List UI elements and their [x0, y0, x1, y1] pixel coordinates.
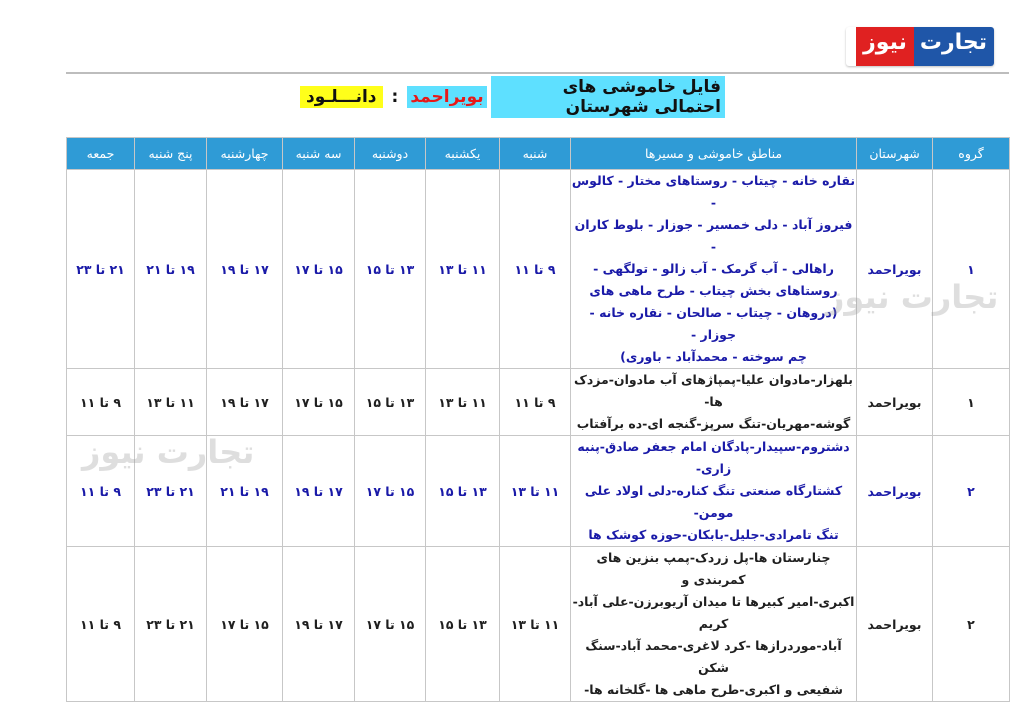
- cell-monday: ۱۳ تا ۱۵: [355, 369, 426, 436]
- area-line: چم سوخته - محمدآباد - باوری): [620, 349, 807, 364]
- cell-group: ۱: [933, 170, 1010, 369]
- table-row: [67, 369, 1010, 436]
- cell-sunday: ۱۳ تا ۱۵: [426, 436, 500, 547]
- watermark-left: تجارت نیوز: [82, 433, 255, 471]
- table-row: [67, 170, 1010, 369]
- area-line: تنگ تامرادی-جلیل-بابکان-حوزه کوشک ها: [588, 527, 839, 542]
- cell-sunday: ۱۳ تا ۱۵: [426, 547, 500, 702]
- page-title: [300, 77, 725, 117]
- title-city: بویراحمد: [407, 86, 486, 108]
- area-line: نقاره خانه - چیتاب - روستاهای مختار - کالوس -: [571, 173, 856, 210]
- logo-part-1: تجارت: [914, 27, 994, 66]
- header-group: گروه: [933, 138, 1010, 170]
- area-line: چنارستان ها-پل زردک-پمپ بنزین های کمربندی و: [596, 550, 831, 587]
- cell-sunday: ۱۱ تا ۱۳: [426, 369, 500, 436]
- header-monday: دوشنبه: [355, 138, 426, 170]
- header-sunday: یکشنبه: [426, 138, 500, 170]
- area-line: شفیعی و اکبری-طرح ماهی ها -گلخانه ها-: [584, 682, 843, 697]
- cell-friday: ۲۱ تا ۲۳: [67, 170, 135, 369]
- header-wednesday: چهارشنبه: [207, 138, 283, 170]
- title-colon: :: [391, 87, 399, 107]
- header-saturday: شنبه: [500, 138, 571, 170]
- cell-tuesday: ۱۷ تا ۱۹: [283, 547, 355, 702]
- title-main: فایل خاموشی های احتمالی شهرستان: [491, 76, 725, 118]
- area-line: دشتروم-سپیدار-پادگان امام جعفر صادق-پنبه زاری-: [577, 439, 850, 476]
- area-line: فیروز آباد - دلی خمسیر - جوزار - بلوط کاران -: [574, 217, 853, 254]
- cell-group: ۱: [933, 369, 1010, 436]
- cell-areas: [571, 547, 857, 702]
- area-line: روستاهای بخش چیتاب - طرح ماهی های: [589, 283, 838, 298]
- cell-saturday: ۹ تا ۱۱: [500, 170, 571, 369]
- header-tuesday: سه شنبه: [283, 138, 355, 170]
- area-line: راهالی - آب گرمک - آب زالو - تولگهی -: [593, 261, 834, 276]
- cell-sunday: ۱۱ تا ۱۳: [426, 170, 500, 369]
- cell-friday: ۹ تا ۱۱: [67, 547, 135, 702]
- logo-part-2: نیوز: [856, 27, 914, 66]
- cell-thursday: ۲۱ تا ۲۳: [135, 436, 207, 547]
- top-divider: [66, 72, 1009, 74]
- cell-county: بویراحمد: [857, 369, 933, 436]
- cell-county: بویراحمد: [857, 170, 933, 369]
- cell-group: ۲: [933, 436, 1010, 547]
- area-line: آباد-موردرازها -کرد لاغری-محمد آباد-سنگ شکن: [585, 638, 842, 675]
- download-link[interactable]: دانـــلـود: [300, 86, 383, 108]
- cell-friday: ۹ تا ۱۱: [67, 436, 135, 547]
- cell-wednesday: ۱۷ تا ۱۹: [207, 369, 283, 436]
- area-line: (دروهان - چیتاب - صالحان - نقاره خانه - جوزار -: [589, 305, 838, 342]
- cell-thursday: ۱۹ تا ۲۱: [135, 170, 207, 369]
- cell-monday: ۱۵ تا ۱۷: [355, 547, 426, 702]
- header-thursday: پنج شنبه: [135, 138, 207, 170]
- cell-areas: [571, 170, 857, 369]
- cell-monday: ۱۳ تا ۱۵: [355, 170, 426, 369]
- cell-friday: ۹ تا ۱۱: [67, 369, 135, 436]
- cell-tuesday: ۱۷ تا ۱۹: [283, 436, 355, 547]
- site-logo[interactable]: [846, 27, 994, 66]
- cell-thursday: ۲۱ تا ۲۳: [135, 547, 207, 702]
- cell-wednesday: ۱۹ تا ۲۱: [207, 436, 283, 547]
- cell-saturday: ۱۱ تا ۱۳: [500, 436, 571, 547]
- area-line: کشتارگاه صنعتی تنگ کناره-دلی اولاد علی مومن-: [584, 483, 843, 520]
- cell-county: بویراحمد: [857, 436, 933, 547]
- area-line: گوشه-مهریان-تنگ سرپز-گنجه ای-ده برآفتاب: [576, 416, 851, 431]
- header-areas: مناطق خاموشی و مسیرها: [571, 138, 857, 170]
- area-line: بلهزار-مادوان علیا-پمپاژهای آب مادوان-مزدک ها-: [574, 372, 853, 409]
- cell-saturday: ۹ تا ۱۱: [500, 369, 571, 436]
- cell-areas: [571, 369, 857, 436]
- cell-tuesday: ۱۵ تا ۱۷: [283, 369, 355, 436]
- cell-saturday: ۱۱ تا ۱۳: [500, 547, 571, 702]
- header-friday: جمعه: [67, 138, 135, 170]
- area-line: اکبری-امیر کبیرها تا میدان آریوبرزن-علی آباد-کریم: [572, 594, 855, 631]
- outage-schedule-table: [66, 137, 1010, 702]
- table-header-row: [67, 138, 1010, 170]
- header-county: شهرستان: [857, 138, 933, 170]
- cell-monday: ۱۵ تا ۱۷: [355, 436, 426, 547]
- cell-thursday: ۱۱ تا ۱۳: [135, 369, 207, 436]
- cell-county: بویراحمد: [857, 547, 933, 702]
- cell-group: ۲: [933, 547, 1010, 702]
- cell-areas: [571, 436, 857, 547]
- cell-wednesday: ۱۷ تا ۱۹: [207, 170, 283, 369]
- table-row: [67, 547, 1010, 702]
- watermark-right: تجارت نیوز: [826, 278, 999, 316]
- table-row: [67, 436, 1010, 547]
- cell-tuesday: ۱۵ تا ۱۷: [283, 170, 355, 369]
- cell-wednesday: ۱۵ تا ۱۷: [207, 547, 283, 702]
